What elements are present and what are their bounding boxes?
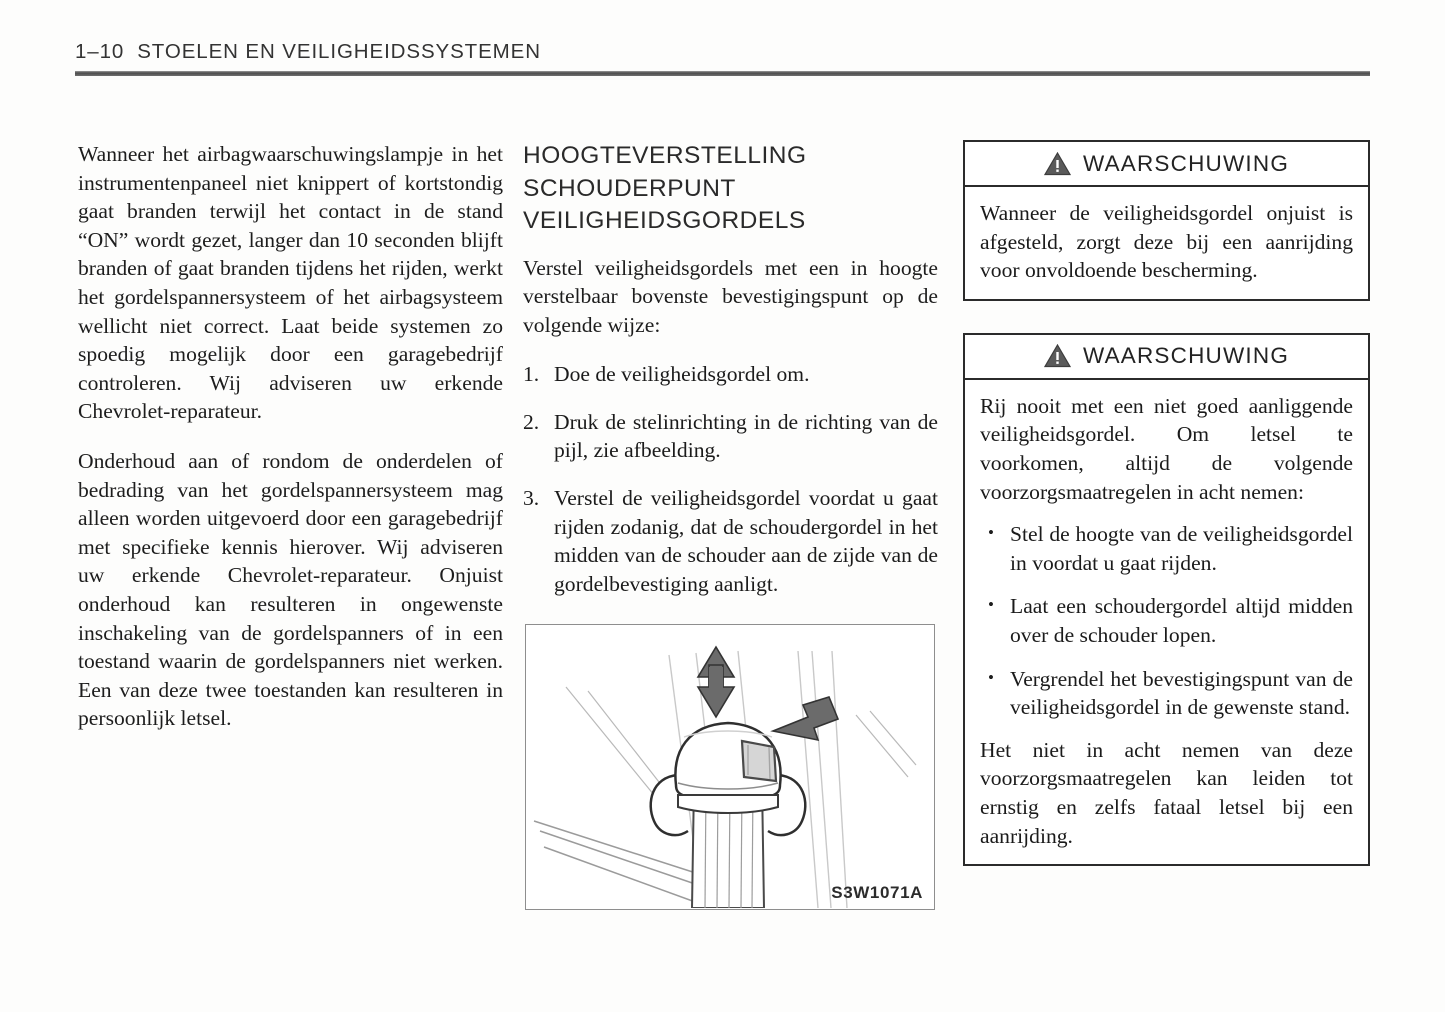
page-number: 1–10	[75, 40, 125, 63]
list-item	[523, 360, 938, 389]
warning-closing-paragraph: Het niet in acht nemen van deze voorzorgsmaatregelen kan leiden tot ernstig en zelfs fataal letsel bij een aanrijding.	[980, 737, 1353, 848]
warning-body	[965, 187, 1368, 299]
middle-column	[523, 140, 938, 598]
warning-triangle-icon	[1044, 152, 1071, 176]
bullet-icon: •	[988, 595, 994, 615]
warning-header	[965, 142, 1368, 187]
list-item	[523, 484, 938, 598]
right-column	[963, 140, 1370, 898]
warning-paragraph: Rij nooit met een niet goed aanliggende veiligheidsgordel. Om letsel te voorkomen, altijd de volgende voorzorgsmaatregelen in acht nemen:	[980, 393, 1353, 504]
step-number: 3.	[523, 486, 540, 511]
bullet-text: Laat een schoudergordel altijd midden over de schouder lopen.	[1010, 594, 1353, 647]
step-number: 1.	[523, 362, 540, 387]
page-header	[75, 40, 1370, 70]
bullet-icon: •	[988, 523, 994, 543]
figure-caption: S3W1071A	[831, 883, 923, 902]
warning-box	[963, 333, 1370, 866]
bullet-text: Vergrendel het bevestigingspunt van de veiligheidsgordel in de gewenste stand.	[1010, 666, 1353, 720]
paragraph: Onderhoud aan of rondom de onderdelen of bedrading van het gordelspannersysteem mag alleen worden uitgevoerd door een garagebedrijf met specifieke kennis hierover. Wij adviseren uw erkende Chevrolet-reparateur. Onjuist onderhoud kan resulteren in ongewenste inschakeling van de gordelspanners of in een toestand waarin de gordelspanners niet werken. Een van deze twee toestanden kan resulteren in persoonlijk letsel.	[78, 448, 503, 731]
warning-body	[965, 380, 1368, 864]
list-item	[980, 520, 1353, 577]
list-item	[523, 408, 938, 465]
section-intro: Verstel veiligheidsgordels met een in hoogte verstelbaar bovenste bevestigingspunt op de volgende wijze:	[523, 255, 938, 337]
section-heading: HOOGTEVERSTELLING SCHOUDERPUNT VEILIGHEIDSGORDELS	[523, 142, 807, 234]
step-text: Verstel de veiligheidsgordel voordat u gaat rijden zodanig, dat de schoudergordel in het midden van de schouder aan de zijde van de gordelbevestiging aanligt.	[554, 486, 938, 596]
step-text: Druk de stelinrichting in de richting van de pijl, zie afbeelding.	[554, 409, 938, 463]
procedure-steps	[523, 360, 938, 598]
warning-header	[965, 335, 1368, 380]
seatbelt-adjuster-drawing	[526, 625, 933, 908]
list-item	[980, 665, 1353, 722]
step-number: 2.	[523, 409, 540, 434]
warning-box	[963, 140, 1370, 301]
header-rule	[75, 71, 1370, 76]
bullet-icon: •	[988, 667, 994, 687]
list-item	[980, 592, 1353, 649]
warning-paragraph: Wanneer de veiligheidsgordel onjuist is afgesteld, zorgt deze bij een aanrijding voor onvoldoende bescherming.	[980, 201, 1353, 283]
warning-triangle-icon	[1044, 344, 1071, 368]
step-text: Doe de veiligheidsgordel om.	[554, 362, 810, 387]
left-column	[78, 140, 503, 733]
figure-seatbelt-height-adjuster	[525, 624, 935, 910]
warning-bullet-list	[980, 520, 1353, 722]
warning-label: WAARSCHUWING	[1082, 150, 1290, 176]
paragraph: Wanneer het airbagwaarschuwingslampje in het instrumentenpaneel niet knippert of kortstondig gaat branden terwijl het contact in de stand “ON” wordt gezet, langer dan 10 seconden blijft branden of gaat branden tijdens het rijden, werkt het gordelspannersysteem of het airbagsysteem wellicht niet correct. Laat beide systemen zo spoedig mogelijk door een garagebedrijf controleren. Wij adviseren uw erkende Chevrolet-reparateur.	[78, 142, 503, 424]
bullet-text: Stel de hoogte van de veiligheidsgordel in voordat u gaat rijden.	[1010, 522, 1353, 575]
warning-label: WAARSCHUWING	[1082, 343, 1290, 369]
page-title: STOELEN EN VEILIGHEIDSSYSTEMEN	[137, 40, 541, 63]
